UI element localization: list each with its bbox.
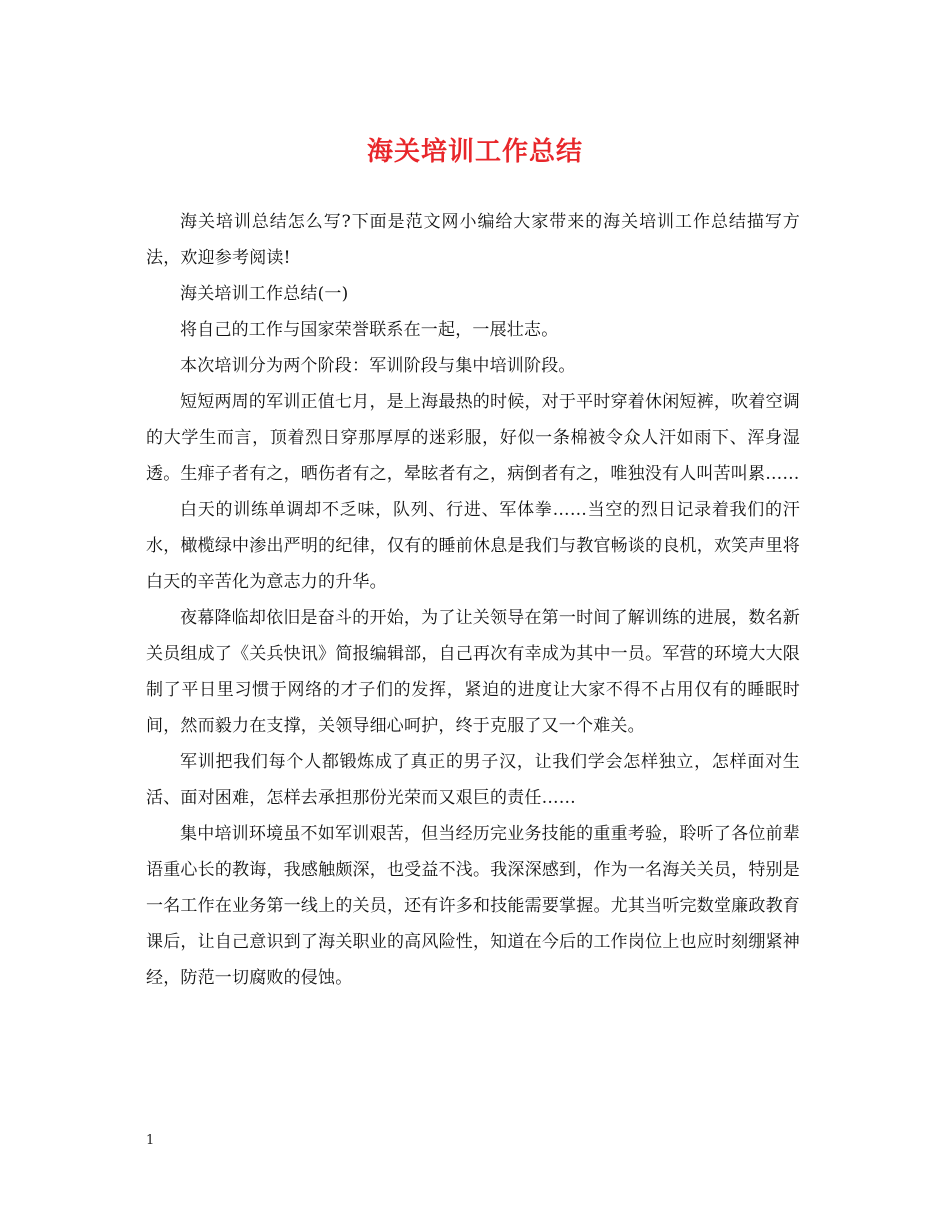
paragraph: 本次培训分为两个阶段：军训阶段与集中培训阶段。 xyxy=(180,356,576,376)
paragraph: 白天的训练单调却不乏味，队列、行进、军体拳……当空的烈日记录着我们的汗水，橄榄绿中渗出严明的纪律，仅有的睡前休息是我们与教官畅谈的良机，欢笑声里将白天的辛苦化为意志力的升华。 xyxy=(146,500,800,592)
page-number: 1 xyxy=(146,1133,155,1148)
document-body xyxy=(146,204,800,996)
paragraph: 夜幕降临却依旧是奋斗的开始，为了让关领导在第一时间了解训练的进展，数名新关员组成了《关兵快讯》简报编辑部，自己再次有幸成为其中一员。军营的环境大大限制了平日里习惯于网络的才子们的发挥，紧迫的进度让大家不得不占用仅有的睡眠时间，然而毅力在支撑，关领导细心呵护，终于克服了又一个难关。 xyxy=(146,608,800,736)
paragraph: 将自己的工作与国家荣誉联系在一起，一展壮志。 xyxy=(180,320,559,340)
document-title: 海关培训工作总结 xyxy=(366,137,583,167)
paragraph: 短短两周的军训正值七月，是上海最热的时候，对于平时穿着休闲短裤，吹着空调的大学生而言，顶着烈日穿那厚厚的迷彩服，好似一条棉被令众人汗如雨下、浑身湿透。生痱子者有之，晒伤者有之，晕眩者有之，病倒者有之，唯独没有人叫苦叫累…… xyxy=(146,392,800,484)
paragraph: 集中培训环境虽不如军训艰苦，但当经历完业务技能的重重考验，聆听了各位前辈语重心长的教诲，我感触颇深，也受益不浅。我深深感到，作为一名海关关员，特别是一名工作在业务第一线上的关员，还有许多和技能需要掌握。尤其当听完数堂廉政教育课后，让自己意识到了海关职业的高风险性，知道在今后的工作岗位上也应时刻绷紧神经，防范一切腐败的侵蚀。 xyxy=(146,824,800,988)
paragraph: 军训把我们每个人都锻炼成了真正的男子汉，让我们学会怎样独立，怎样面对生活、面对困难，怎样去承担那份光荣而又艰巨的责任…… xyxy=(146,752,800,808)
paragraph-section-heading: 海关培训工作总结(一) xyxy=(180,284,349,304)
paragraph-intro: 海关培训总结怎么写?下面是范文网小编给大家带来的海关培训工作总结描写方法，欢迎参考阅读! xyxy=(146,212,800,268)
